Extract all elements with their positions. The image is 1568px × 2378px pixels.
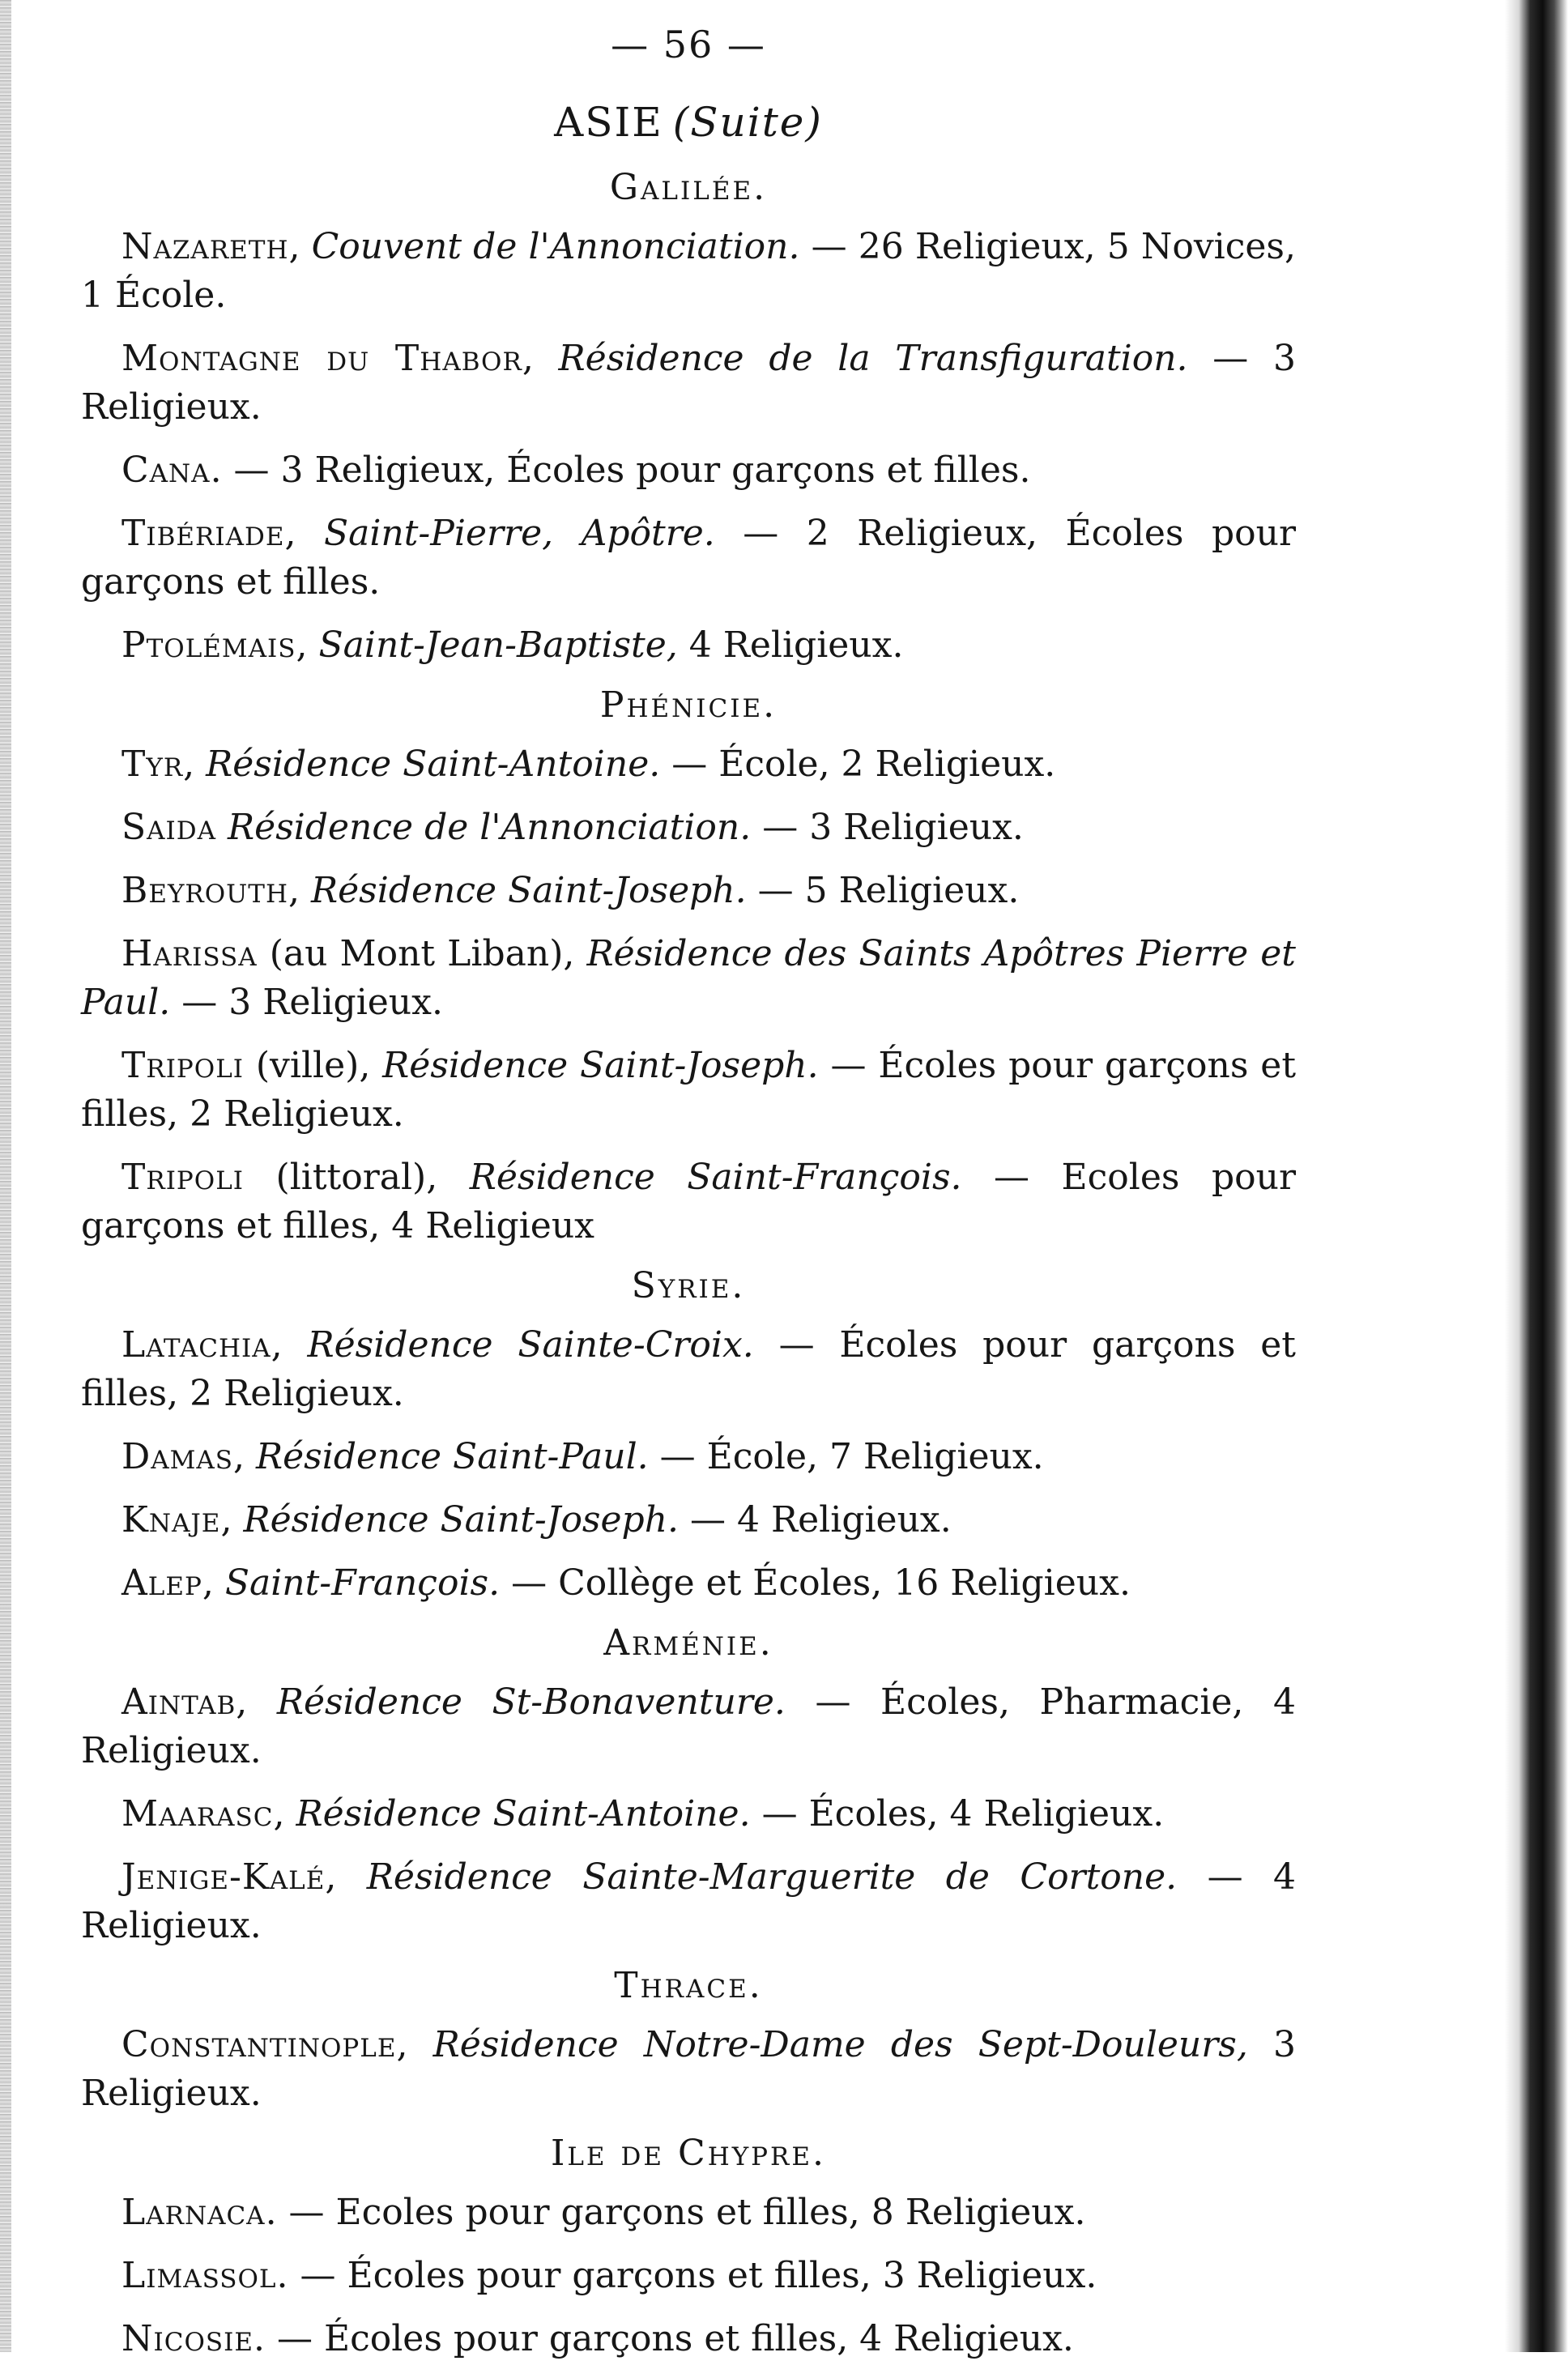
entry-separator: ,	[220, 1499, 244, 1541]
house-name: Résidence Notre-Dame des Sept-Douleurs,	[432, 2024, 1248, 2065]
house-name: Résidence Saint-Antoine.	[206, 744, 661, 785]
house-name: Résidence Saint-Paul.	[256, 1436, 649, 1477]
part-title	[81, 99, 1296, 146]
house-entry	[81, 509, 1296, 607]
entry-details: — 3 Religieux.	[751, 807, 1024, 848]
house-name: Résidence des Saints Apôtres Pierre et Paul.	[81, 933, 1296, 1023]
entry-details: — 26 Religieux, 5 Novices, 1 École.	[81, 226, 1296, 316]
entry-separator: (littoral),	[244, 1157, 470, 1198]
house-name: Résidence Saint-Joseph.	[311, 870, 747, 911]
place-name: Tripoli	[121, 1045, 245, 1086]
right-page-edge	[1505, 0, 1568, 2352]
place-name: Tyr	[121, 744, 184, 785]
place-name: Beyrouth	[121, 870, 289, 911]
place-name: Larnaca.	[121, 2192, 278, 2233]
house-name: Résidence St-Bonaventure.	[276, 1681, 786, 1723]
house-entry	[81, 621, 1296, 670]
entry-details: — 3 Religieux, Écoles pour garçons et filles.	[222, 450, 1031, 491]
place-name: Jenige-Kalé	[121, 1856, 326, 1898]
house-entry	[81, 1559, 1296, 1608]
place-name: Constantinople	[121, 2024, 397, 2065]
house-name: Résidence Saint-Joseph.	[243, 1499, 680, 1541]
house-entry	[81, 1678, 1296, 1775]
entry-separator: ,	[522, 338, 559, 379]
entry-details: — Écoles pour garçons et filles, 4 Religieux.	[265, 2318, 1074, 2359]
place-name: Damas	[121, 1436, 234, 1477]
entry-details: — Ecoles pour garçons et filles, 4 Religieux	[81, 1157, 1296, 1247]
entry-separator: ,	[233, 1436, 257, 1477]
entry-details: — Écoles, Pharmacie, 4 Religieux.	[81, 1681, 1296, 1771]
entry-separator: ,	[183, 744, 207, 785]
entry-details: — Collège et Écoles, 16 Religieux.	[500, 1562, 1131, 1604]
entry-details: — Écoles pour garçons et filles, 3 Religieux.	[288, 2255, 1097, 2296]
entry-separator: ,	[202, 1562, 225, 1604]
place-name: Limassol.	[121, 2255, 289, 2296]
house-entry	[81, 1790, 1296, 1839]
entry-separator: ,	[296, 624, 319, 666]
house-entry	[81, 803, 1296, 852]
place-name: Tibériade	[121, 513, 285, 554]
entry-details: — Écoles pour garçons et filles, 2 Religieux.	[81, 1324, 1296, 1414]
entry-details: — 3 Religieux.	[170, 982, 443, 1023]
sections-container	[81, 167, 1296, 2363]
place-name: Nicosie.	[121, 2318, 266, 2359]
place-name: Harissa	[121, 933, 258, 974]
house-entry	[81, 335, 1296, 432]
house-name: Résidence Saint-François.	[469, 1157, 962, 1198]
house-name: Résidence Saint-Antoine.	[296, 1793, 751, 1835]
place-name: Maarasc	[121, 1793, 274, 1835]
part-title-main: ASIE	[554, 99, 663, 146]
house-name: Résidence Sainte-Croix.	[307, 1324, 754, 1366]
region-heading: Ile de Chypre.	[550, 2133, 827, 2174]
place-name: Saida	[121, 807, 217, 848]
entry-details: — 4 Religieux.	[81, 1856, 1296, 1946]
region-heading: Thrace.	[614, 1965, 763, 2006]
entry-separator: ,	[396, 2024, 433, 2065]
place-name: Ptolémais	[121, 624, 296, 666]
place-name: Latachia	[121, 1324, 271, 1366]
entry-separator: ,	[284, 513, 324, 554]
region-heading: Galilée.	[609, 167, 768, 208]
entry-details: — 4 Religieux.	[679, 1499, 952, 1541]
place-name: Knaje	[121, 1499, 221, 1541]
entry-separator: (au Mont Liban),	[257, 933, 587, 974]
place-name: Alep	[121, 1562, 202, 1604]
house-entry	[81, 2252, 1296, 2300]
entry-details: — 2 Religieux, Écoles pour garçons et filles.	[81, 513, 1296, 603]
entry-details: — 5 Religieux.	[746, 870, 1020, 911]
house-entry	[81, 2315, 1296, 2363]
entry-separator: ,	[288, 226, 312, 267]
house-name: Résidence Sainte-Marguerite de Cortone.	[366, 1856, 1178, 1898]
entry-separator: ,	[273, 1793, 296, 1835]
page-content	[81, 23, 1296, 2378]
left-page-edge	[0, 0, 11, 2352]
house-name: Résidence de l'Annonciation.	[228, 807, 752, 848]
entry-details: — Écoles, 4 Religieux.	[750, 1793, 1165, 1835]
region-heading: Phénicie.	[599, 684, 778, 726]
entry-separator: ,	[271, 1324, 308, 1366]
region-heading: Arménie.	[603, 1622, 773, 1664]
house-entry	[81, 223, 1296, 320]
house-name: Résidence Saint-Joseph.	[382, 1045, 819, 1086]
entry-separator: (ville),	[244, 1045, 383, 1086]
entry-separator	[216, 807, 228, 848]
house-entry	[81, 1153, 1296, 1251]
entry-details: — 3 Religieux.	[81, 338, 1296, 428]
house-name: Saint-François.	[224, 1562, 501, 1604]
entry-details: 3 Religieux.	[81, 2024, 1296, 2114]
house-entry	[81, 930, 1296, 1027]
house-entry	[81, 1853, 1296, 1950]
house-entry	[81, 740, 1296, 789]
entry-separator: ,	[288, 870, 312, 911]
house-name: Couvent de l'Annonciation.	[311, 226, 800, 267]
house-entry	[81, 446, 1296, 495]
entry-separator: ,	[236, 1681, 277, 1723]
place-name: Cana.	[121, 450, 223, 491]
house-entry	[81, 1042, 1296, 1139]
house-entry	[81, 1496, 1296, 1545]
place-name: Aintab	[121, 1681, 236, 1723]
house-entry	[81, 2188, 1296, 2237]
house-name: Saint-Pierre, Apôtre.	[323, 513, 715, 554]
place-name: Montagne du Thabor	[121, 338, 522, 379]
house-entry	[81, 1433, 1296, 1481]
entry-details: — Ecoles pour garçons et filles, 8 Religieux.	[277, 2192, 1086, 2233]
house-entry	[81, 1321, 1296, 1418]
house-entry	[81, 2021, 1296, 2118]
entry-details: — École, 7 Religieux.	[648, 1436, 1044, 1477]
page-number: — 56 —	[611, 23, 766, 66]
part-title-subtitle: (Suite)	[672, 99, 823, 146]
region-heading: Syrie.	[631, 1265, 746, 1306]
entry-details: — École, 2 Religieux.	[660, 744, 1056, 785]
house-name: Saint-Jean-Baptiste,	[318, 624, 678, 666]
place-name: Tripoli	[121, 1157, 245, 1198]
place-name: Nazareth	[121, 226, 289, 267]
house-entry	[81, 867, 1296, 915]
entry-details: 4 Religieux.	[677, 624, 904, 666]
entry-separator: ,	[325, 1856, 367, 1898]
house-name: Résidence de la Transfiguration.	[558, 338, 1188, 379]
entry-details: — Écoles pour garçons et filles, 2 Religieux.	[81, 1045, 1297, 1135]
